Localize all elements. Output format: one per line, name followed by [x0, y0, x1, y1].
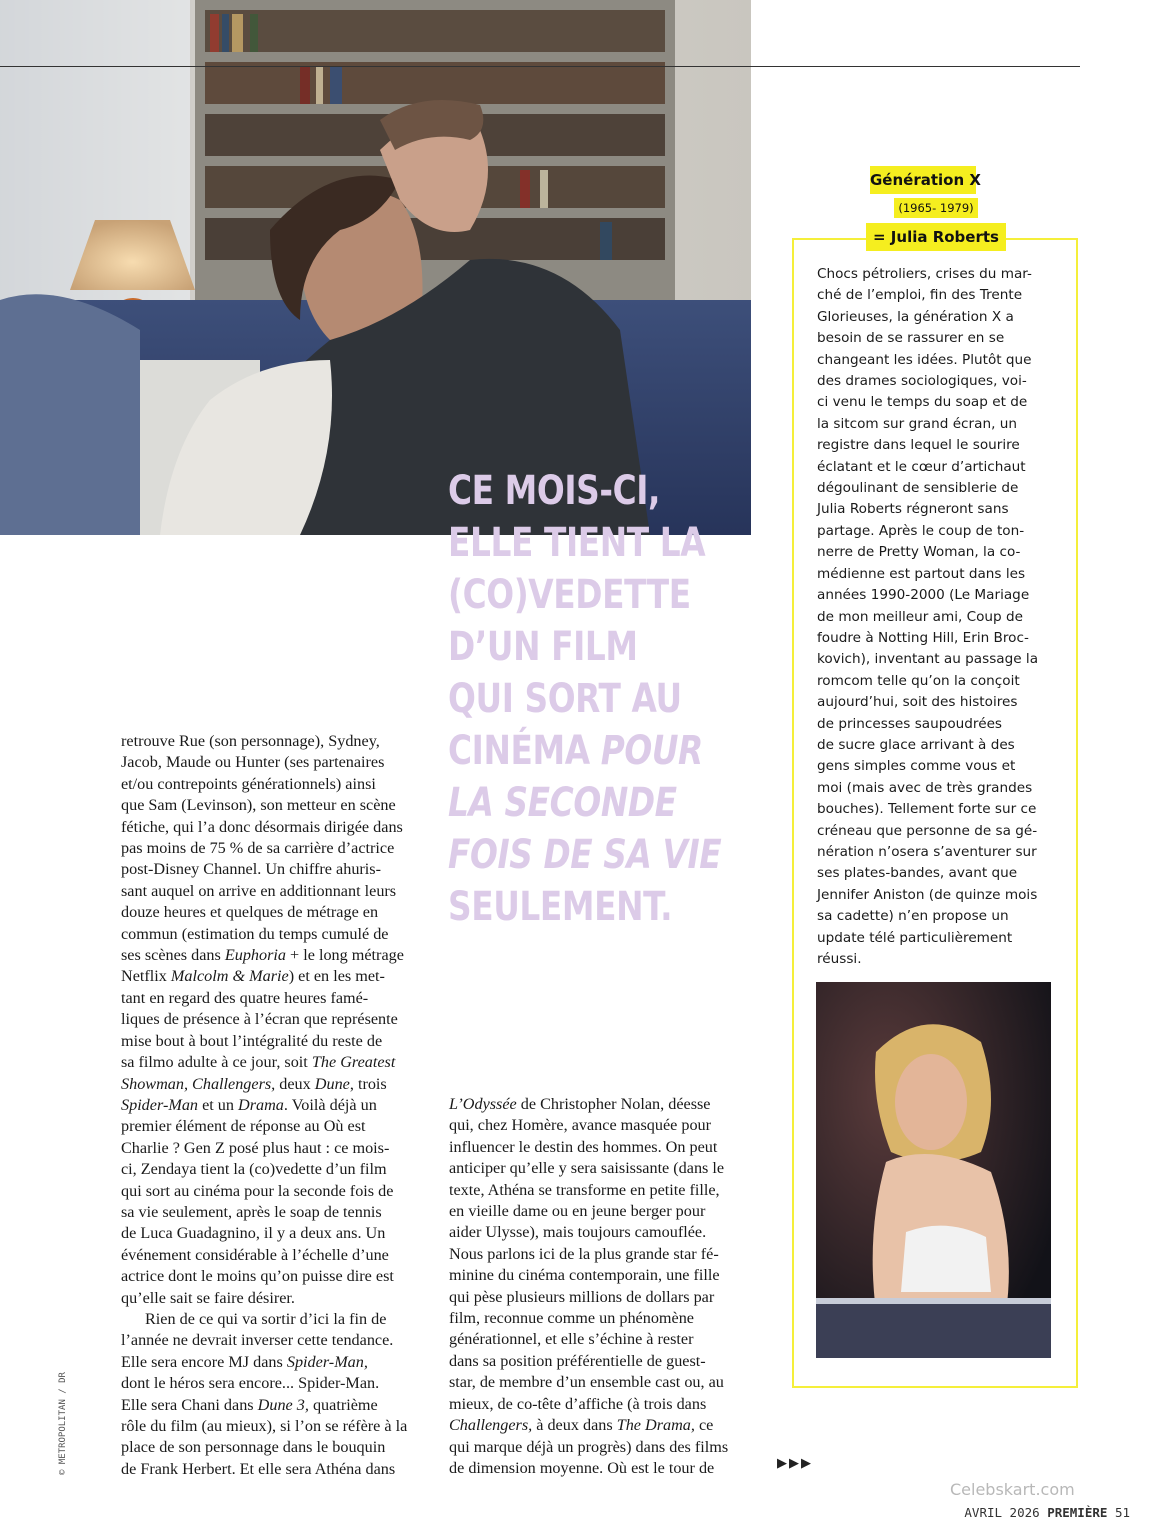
body-line: Jacob, Maude ou Hunter (ses partenaires — [121, 753, 385, 772]
body-line: star, de membre d’un ensemble cast ou, au — [449, 1373, 724, 1392]
body-text: à deux dans — [532, 1416, 617, 1435]
body-line: mise bout à bout l’intégralité du reste de — [121, 1031, 383, 1050]
pull-quote-line: CE MOIS-CI, — [448, 468, 661, 514]
sidebar-line: bouches). Tellement forte sur ce — [817, 801, 1037, 818]
pull-quote-line: D’UN FILM — [448, 624, 638, 670]
body-line: ci, Zendaya tient la (co)vedette d’un film — [121, 1160, 387, 1179]
body-text: de Christopher Nolan, déesse — [516, 1095, 711, 1113]
body-line: et/ou contrepoints générationnels) ainsi — [121, 774, 376, 793]
body-column-1 — [121, 731, 424, 1480]
sidebar-line: kovich), inventant au passage la — [817, 651, 1039, 668]
sidebar-line: update télé particulièrement — [817, 929, 1013, 946]
body-line — [121, 1395, 424, 1416]
sidebar-line: Chocs pétroliers, crises du mar- — [817, 266, 1032, 282]
body-column-2 — [449, 1094, 751, 1479]
pull-quote-line: ELLE TIENT LA — [448, 520, 706, 566]
body-line: place de son personnage dans le bouquin — [121, 1438, 386, 1457]
body-line: premier élément de réponse au Où est — [121, 1117, 366, 1136]
sidebar-text — [817, 264, 1053, 970]
hero-photo — [0, 0, 751, 535]
body-text: quatrième — [308, 1395, 378, 1414]
body-line: qui, chez Homère, avance masquée pour — [449, 1116, 712, 1135]
sidebar-line: dégoulinant de sensiblerie de — [817, 480, 1019, 497]
body-line — [121, 966, 424, 987]
body-line: qui sort au cinéma pour la seconde fois de — [121, 1181, 394, 1200]
body-line: qu’elle sait se faire désirer. — [121, 1288, 295, 1307]
body-line: pas moins de 75 % de sa carrière d’actrice — [121, 839, 395, 858]
body-line: l’année ne devrait inverser cette tendance. — [121, 1331, 394, 1350]
body-text: Elle sera encore MJ dans — [121, 1352, 287, 1371]
body-line: aider Ulysse), mais toujours camouflée. — [449, 1223, 707, 1242]
body-italic: Spider-Man, — [286, 1352, 368, 1371]
sidebar-line: de mon meilleur ami, Coup de — [817, 608, 1023, 625]
body-text: Netflix — [121, 967, 171, 986]
body-line: fétiche, qui l’a donc désormais dirigée dans — [121, 817, 403, 836]
body-line: retrouve Rue (son personnage), Sydney, — [121, 732, 380, 750]
body-text: sa filmo adulte à ce jour, soit — [121, 1053, 312, 1072]
pull-quote-word: CINÉMA — [448, 728, 601, 774]
body-text: deux — [275, 1074, 315, 1093]
sidebar-line: moi (mais avec de très grandes — [817, 779, 1033, 796]
body-italic: Drama — [238, 1095, 284, 1114]
pull-quote-line: SEULEMENT. — [448, 884, 673, 930]
body-italic: Showman, Challengers, — [121, 1074, 276, 1093]
body-line: dans sa position préférentielle de guest- — [449, 1351, 706, 1370]
body-line: générationnel, et elle s’échine à rester — [449, 1330, 694, 1349]
body-line — [121, 1052, 424, 1073]
body-line: qui pèse plusieurs millions de dollars par — [449, 1287, 715, 1306]
body-line: commun (estimation du temps cumulé de — [121, 924, 389, 943]
body-line: actrice dont le moins qu’on puisse dire est — [121, 1267, 394, 1286]
pull-quote-line: QUI SORT AU — [448, 676, 682, 722]
body-line: de Luca Guadagnino, il y a deux ans. Un — [121, 1224, 386, 1243]
body-line: post-Disney Channel. Un chiffre ahuris- — [121, 860, 381, 879]
body-line: mieux, de co-tête d’affiche (à trois dans — [449, 1394, 707, 1413]
body-text: ce — [694, 1416, 714, 1435]
body-line: douze heures et quelques de métrage en — [121, 903, 379, 922]
body-italic: Dune — [314, 1074, 350, 1093]
pull-quote-line — [448, 725, 710, 777]
sidebar-line: réussi. — [817, 951, 862, 967]
body-italic: Challengers, — [449, 1416, 533, 1435]
pull-quote-word-italic: POUR — [600, 728, 703, 774]
body-italic: L’Odyssée — [449, 1095, 517, 1113]
sidebar-line: registre dans lequel le sourire — [817, 437, 1020, 454]
body-line — [121, 1095, 424, 1116]
sidebar-line: créneau que personne de sa gé- — [817, 822, 1038, 839]
pull-quote-line-italic: FOIS DE SA VIE — [448, 832, 722, 878]
sidebar-line: de princesses saupoudrées — [817, 715, 1003, 732]
body-line: sa vie seulement, après le soap de tennis — [121, 1202, 382, 1221]
body-italic: Euphoria — [224, 946, 286, 965]
sidebar-line: médienne est partout dans les — [817, 565, 1026, 582]
body-line: Nous parlons ici de la plus grande star fé- — [449, 1244, 719, 1263]
body-italic: The Drama, — [616, 1416, 695, 1435]
sidebar-line: aujourd’hui, soit des histoires — [817, 694, 1018, 711]
sidebar-line: Glorieuses, la génération X a — [817, 308, 1014, 325]
sidebar-line: Julia Roberts régneront sans — [817, 501, 1009, 518]
body-line — [449, 1094, 751, 1115]
body-line: tant en regard des quatre heures famé- — [121, 988, 369, 1007]
body-line: anticiper qu’elle y sera saisissante (dans le — [449, 1159, 725, 1178]
sidebar-tag-generation: Génération X — [870, 166, 976, 194]
sidebar-line: nerre de Pretty Woman, la co- — [817, 544, 1021, 561]
sidebar-tag-name: = Julia Roberts — [866, 223, 1006, 251]
sidebar-line: Jennifer Aniston (de quinze mois — [817, 886, 1038, 903]
sidebar-line: la sitcom sur grand écran, un — [817, 415, 1017, 432]
body-line: dont le héros sera encore... Spider-Man. — [121, 1374, 380, 1393]
body-line: de Frank Herbert. Et elle sera Athéna dans — [121, 1459, 396, 1478]
body-line: Charlie ? Gen Z posé plus haut : ce mois- — [121, 1138, 390, 1157]
watermark: Celebskart.com — [950, 1480, 1075, 1499]
sidebar-line: ses plates-bandes, avant que — [817, 865, 1018, 882]
julia-roberts-photo — [816, 982, 1051, 1358]
sidebar-tag-years: (1965- 1979) — [894, 198, 978, 218]
body-text: et un — [198, 1095, 239, 1114]
body-line: rôle du film (au mieux), si l’on se réfère à la — [121, 1417, 408, 1435]
sidebar-line: foudre à Notting Hill, Erin Broc- — [817, 629, 1029, 646]
sidebar-line: de sucre glace arrivant à des — [817, 736, 1015, 753]
body-line: événement considérable à l’échelle d’une — [121, 1245, 389, 1264]
body-line: de dimension moyenne. Où est le tour de — [449, 1458, 715, 1477]
sidebar-line: sa cadette) n’en propose un — [817, 908, 1009, 925]
body-line — [121, 1352, 424, 1373]
body-line: texte, Athéna se transforme en petite fille, — [449, 1180, 720, 1199]
sidebar-line: ci venu le temps du soap et de — [817, 394, 1028, 411]
footer-page-number: 51 — [1114, 1505, 1130, 1520]
body-line: minine du cinéma contemporain, une fille — [449, 1266, 720, 1285]
sidebar-line: besoin de se rassurer en se — [817, 330, 1005, 347]
top-rule — [0, 66, 1080, 67]
footer-date: AVRIL 2026 — [964, 1505, 1040, 1520]
photo-credit: © METROPOLITAN / DR — [58, 1372, 68, 1475]
footer-magazine: PREMIÈRE — [1047, 1505, 1108, 1520]
body-line: sant auquel on arrive en additionnant leurs — [121, 881, 397, 900]
sidebar-line: gens simples comme vous et — [817, 758, 1016, 775]
sidebar-line: ché de l’emploi, fin des Trente — [817, 287, 1023, 304]
body-italic: The Greatest — [311, 1053, 396, 1072]
page-footer — [964, 1505, 1130, 1520]
body-text: + le long métrage — [286, 946, 404, 965]
hero-photo-illustration — [0, 0, 751, 535]
sidebar-line: des drames sociologiques, voi- — [817, 373, 1027, 390]
sidebar-line: éclatant et le cœur d’artichaut — [817, 458, 1026, 475]
body-line — [121, 945, 424, 966]
body-line: qui marque déjà un progrès) dans des films — [449, 1437, 729, 1456]
sidebar-line: années 1990-2000 (Le Mariage — [817, 587, 1030, 604]
sidebar-line: romcom telle qu’on la conçoit — [817, 672, 1020, 689]
body-text: ses scènes dans — [121, 946, 225, 965]
pull-quote-line-italic: LA SECONDE — [448, 780, 677, 826]
body-line: film, reconnue comme un phénomène — [449, 1309, 694, 1328]
pull-quote-line: (CO)VEDETTE — [448, 572, 691, 618]
body-italic: Malcolm & Marie — [170, 967, 289, 986]
body-line: en vieille dame ou en jeune berger pour — [449, 1202, 706, 1221]
body-text: ) et en les met- — [288, 967, 385, 986]
sidebar-line: partage. Après le coup de ton- — [817, 522, 1025, 539]
body-line: influencer le destin des hommes. On peut — [449, 1137, 718, 1156]
body-line: Rien de ce qui va sortir d’ici la fin de — [145, 1309, 387, 1328]
body-italic: Dune 3, — [257, 1395, 309, 1414]
sidebar-line: changeant les idées. Plutôt que — [817, 351, 1032, 368]
body-text: Elle sera Chani dans — [121, 1395, 258, 1414]
body-line — [449, 1415, 751, 1436]
body-italic: Spider-Man — [121, 1095, 199, 1114]
continue-arrows: ▶▶▶ — [777, 1456, 813, 1471]
body-line — [121, 1074, 424, 1095]
body-text: . Voilà déjà un — [283, 1095, 377, 1114]
body-line: que Sam (Levinson), son metteur en scène — [121, 796, 396, 815]
body-text: , trois — [349, 1074, 387, 1093]
julia-roberts-illustration — [816, 982, 1051, 1358]
pull-quote — [448, 465, 768, 933]
body-line: liques de présence à l’écran que représente — [121, 1010, 398, 1029]
sidebar-line: nération n’osera s’aventurer sur — [817, 843, 1037, 860]
